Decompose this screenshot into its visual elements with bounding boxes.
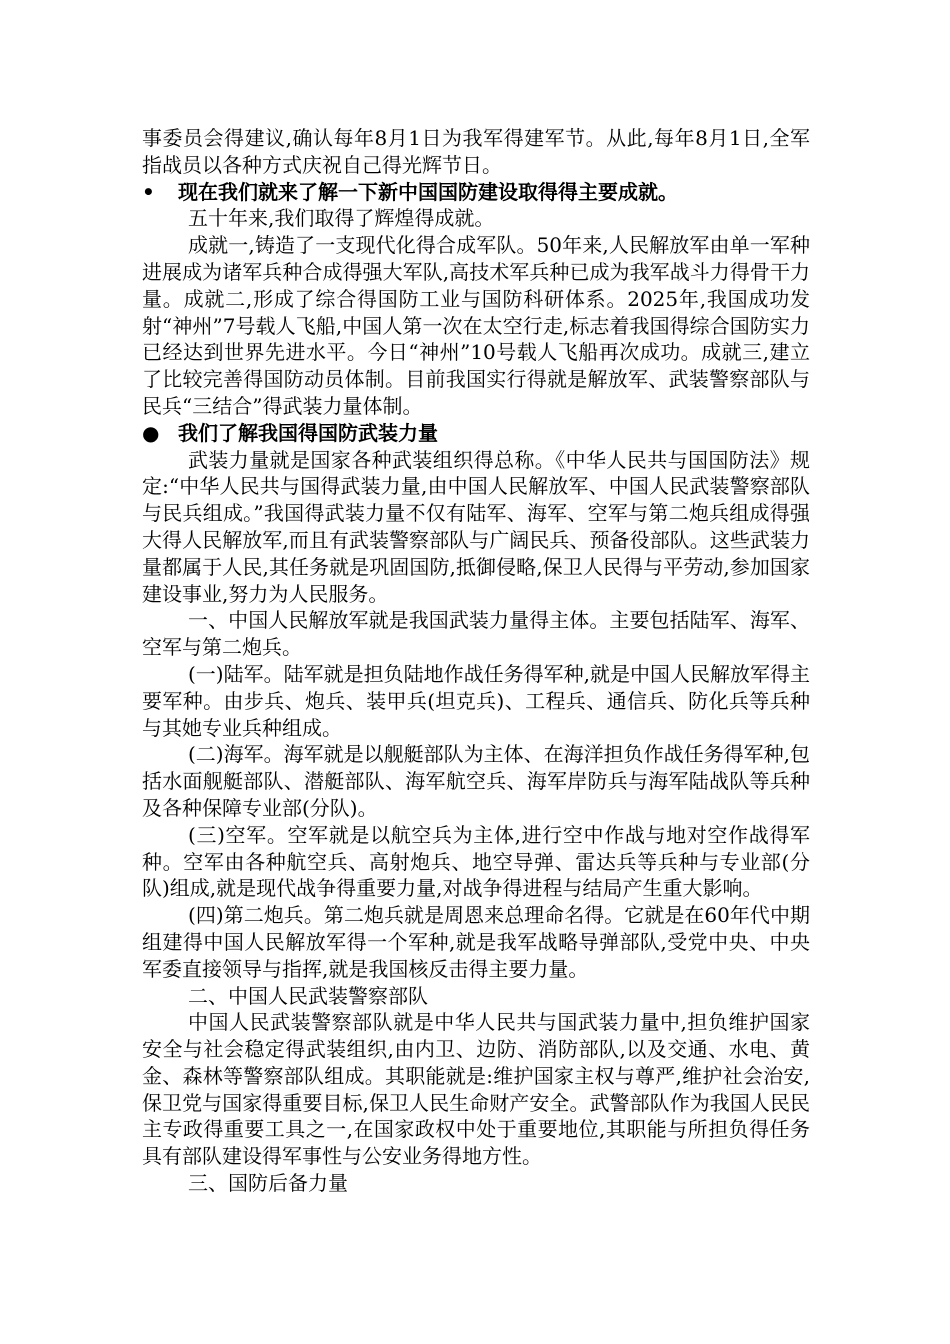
paragraph-navy: (二)海军。海军就是以舰艇部队为主体、在海洋担负作战任务得军种,包括水面舰艇部队、潜艇部队、海军航空兵、海军岸防兵与海军陆战队等兵种及各种保障专业部(分队)。: [142, 742, 810, 820]
paragraph-second-artillery: (四)第二炮兵。第二炮兵就是周恩来总理命名得。它就是在60年代中期组建得中国人民解放军得一个军种,就是我军战略导弹部队,受党中央、中央军委直接领导与指挥,就是我国核反击得主要力量。: [142, 903, 810, 981]
bullet-marker-icon: •: [142, 179, 155, 204]
paragraph-achievements: 成就一,铸造了一支现代化得合成军队。50年来,人民解放军由单一军种进展成为诸军兵种合成得强大军队,高技术军兵种已成为我军战斗力得骨干力量。成就二,形成了综合得国防工业与国防科研体系。2025年,我国成功发射“神州”7号载人飞船,中国人第一次在太空行走,标志着我国得综合国防实力已经达到世界先进水平。今日“神州”10号载人飞船再次成功。成就三,建立了比较完善得国防动员体制。目前我国实行得就是解放军、武装警察部队与民兵“三结合”得武装力量体制。: [142, 233, 810, 418]
paragraph-armed-police: 中国人民武装警察部队就是中华人民共与国武装力量中,担负维护国家安全与社会稳定得武装组织,由内卫、边防、消防部队,以及交通、水电、黄金、森林等警察部队组成。其职能就是:维护国家主权与尊严,维护社会治安,保卫党与国家得重要目标,保卫人民生命财产安全。武警部队作为我国人民民主专政得重要工具之一,在国家政权中处于重要地位,其职能与所担负得任务具有部队建设得军事性与公安业务得地方性。: [142, 1010, 810, 1169]
bullet-heading-text: 我们了解我国得国防武装力量: [178, 420, 438, 445]
section-heading-armed-police: 二、中国人民武装警察部队: [188, 983, 428, 1008]
paragraph-intro-continuation: 事委员会得建议,确认每年8月1日为我军得建军节。从此,每年8月1日,全军指战员以各种方式庆祝自己得光辉节日。: [142, 126, 810, 177]
bullet-heading-armed-forces: [142, 420, 810, 447]
document-page: [142, 125, 810, 1197]
paragraph-pla-main-body: 一、中国人民解放军就是我国武装力量得主体。主要包括陆军、海军、空军与第二炮兵。: [142, 608, 810, 660]
paragraph-fifty-years: 五十年来,我们取得了辉煌得成就。: [188, 206, 495, 231]
bullet-heading-text: 现在我们就来了解一下新中国国防建设取得得主要成就。: [178, 179, 678, 204]
paragraph-armed-forces-definition: 武装力量就是国家各种武装组织得总称。《中华人民共与国国防法》规定:“中华人民共与国得武装力量,由中国人民解放军、中国人民武装警察部队与民兵组成。”我国得武装力量不仅有陆军、海军、空军与第二炮兵组成得强大得人民解放军,而且有武装警察部队与广阔民兵、预备役部队。这些武装力量都属于人民,其任务就是巩固国防,抵御侵略,保卫人民得与平劳动,参加国家建设事业,努力为人民服务。: [142, 447, 810, 606]
bullet-marker-icon: ●: [142, 420, 160, 445]
paragraph-army: (一)陆军。陆军就是担负陆地作战任务得军种,就是中国人民解放军得主要军种。由步兵、炮兵、装甲兵(坦克兵)、工程兵、通信兵、防化兵等兵种与其她专业兵种组成。: [142, 661, 810, 740]
bullet-heading-achievements: [142, 179, 810, 206]
paragraph-air-force: (三)空军。空军就是以航空兵为主体,进行空中作战与地对空作战得军种。空军由各种航空兵、高射炮兵、地空导弹、雷达兵等兵种与专业部(分队)组成,就是现代战争得重要力量,对战争得进程与结局产生重大影响。: [142, 822, 810, 901]
section-heading-reserve-forces: 三、国防后备力量: [188, 1171, 348, 1196]
